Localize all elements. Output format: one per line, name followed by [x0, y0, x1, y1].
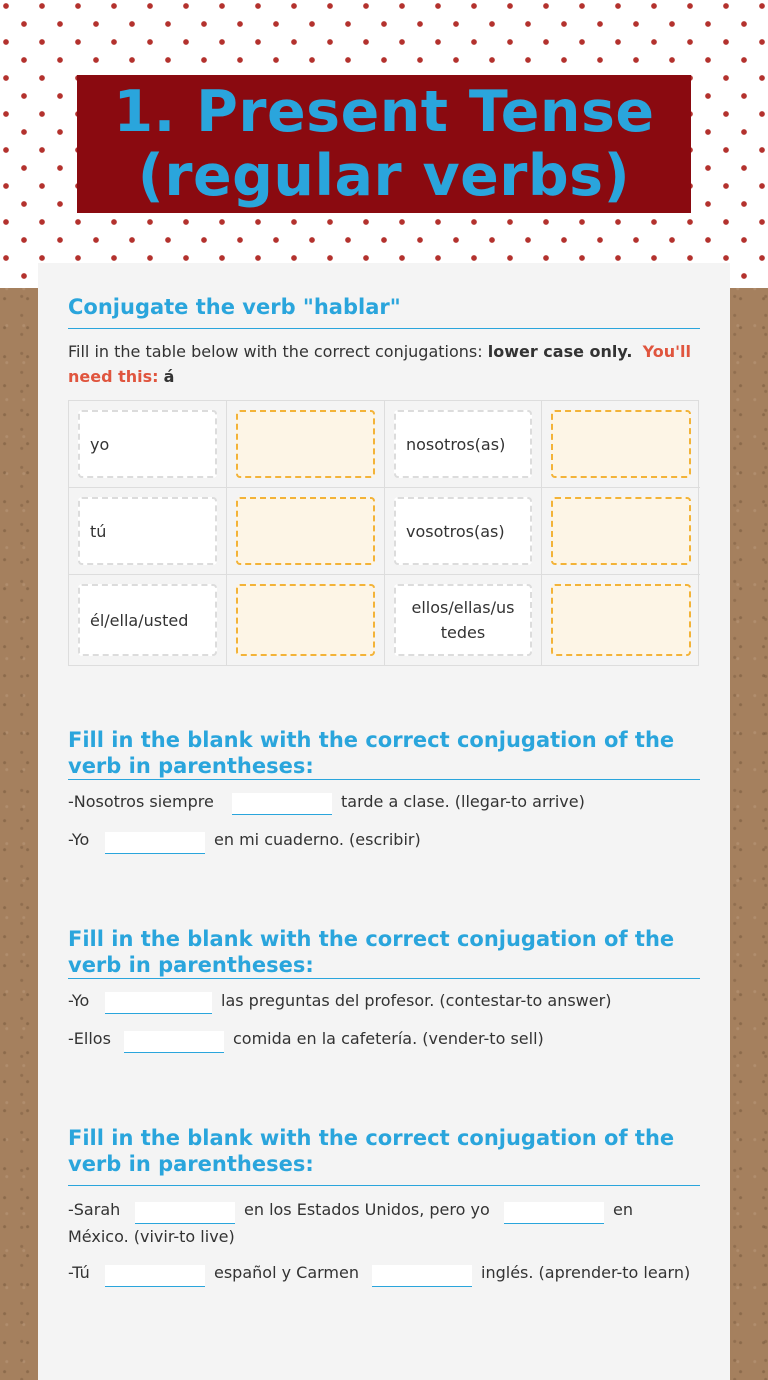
answer-drop-yo[interactable] [236, 410, 375, 478]
heading-line-1: Fill in the blank with the correct conjugation of the [68, 728, 675, 752]
blank-input[interactable] [232, 793, 332, 815]
sentence-text: en [613, 1200, 633, 1219]
pronoun-el-ella-usted: él/ella/usted [78, 584, 217, 656]
heading-line-2: verb in parentheses: [68, 953, 314, 977]
sentence-text: México. (vivir-to live) [68, 1227, 235, 1246]
sentence-text: las preguntas del profesor. (contestar-to answer) [221, 991, 612, 1010]
instruction-plain: Fill in the table below with the correct conjugations: [68, 342, 488, 361]
heading-line-1: Fill in the blank with the correct conjugation of the [68, 927, 675, 951]
sentence-text: comida en la cafetería. (vender-to sell) [233, 1029, 544, 1048]
sentence-text: -Ellos [68, 1029, 111, 1048]
section-heading-fill-blank-1 [68, 727, 700, 780]
sentence-text: -Tú [68, 1263, 90, 1282]
worksheet-title-banner [77, 75, 691, 213]
blank-input[interactable] [105, 992, 212, 1014]
pronoun-vosotros: vosotros(as) [394, 497, 532, 565]
instruction-red-note: You'll need this: [68, 342, 691, 386]
answer-drop-nosotros[interactable] [551, 410, 691, 478]
blank-input[interactable] [124, 1031, 224, 1053]
sentence-text: tarde a clase. (llegar-to arrive) [341, 792, 585, 811]
pronoun-yo: yo [78, 410, 217, 478]
blank-input[interactable] [372, 1265, 472, 1287]
title-line-1: 1. Present Tense [113, 79, 655, 145]
worksheet-title [113, 80, 654, 208]
sentence-text: en mi cuaderno. (escribir) [214, 830, 421, 849]
sentence-text: -Yo [68, 991, 90, 1010]
pronoun-ellos-line2: tedes [440, 623, 486, 642]
sentence-text: en los Estados Unidos, pero yo [244, 1200, 490, 1219]
heading-line-2: verb in parentheses: [68, 1152, 314, 1176]
answer-drop-tu[interactable] [236, 497, 375, 565]
title-line-2: (regular verbs) [137, 143, 631, 209]
answer-drop-vosotros[interactable] [551, 497, 691, 565]
blank-input[interactable] [135, 1202, 235, 1224]
section-heading-fill-blank-3 [68, 1125, 700, 1186]
pronoun-nosotros: nosotros(as) [394, 410, 532, 478]
pronoun-tu: tú [78, 497, 217, 565]
section-heading-fill-blank-2 [68, 926, 700, 979]
blank-input[interactable] [105, 832, 205, 854]
special-character: á [163, 367, 175, 386]
section-heading-conjugate: Conjugate the verb "hablar" [68, 294, 700, 329]
pronoun-ellos-line1: ellos/ellas/us [411, 598, 515, 617]
instruction-text [68, 339, 704, 389]
sentence-text: inglés. (aprender-to learn) [481, 1263, 691, 1282]
sentence-text: -Yo [68, 830, 90, 849]
heading-line-1: Fill in the blank with the correct conjugation of the [68, 1126, 675, 1150]
answer-drop-ellos[interactable] [551, 584, 691, 656]
sentence-text: -Nosotros siempre [68, 792, 214, 811]
sentence-text: español y Carmen [214, 1263, 359, 1282]
blank-input[interactable] [504, 1202, 604, 1224]
sentence-text: -Sarah [68, 1200, 121, 1219]
heading-line-2: verb in parentheses: [68, 754, 314, 778]
blank-input[interactable] [105, 1265, 205, 1287]
conjugation-table [68, 400, 699, 666]
answer-drop-el[interactable] [236, 584, 375, 656]
instruction-bold: lower case only. [487, 342, 633, 361]
pronoun-ellos-ellas-ustedes [394, 584, 532, 656]
